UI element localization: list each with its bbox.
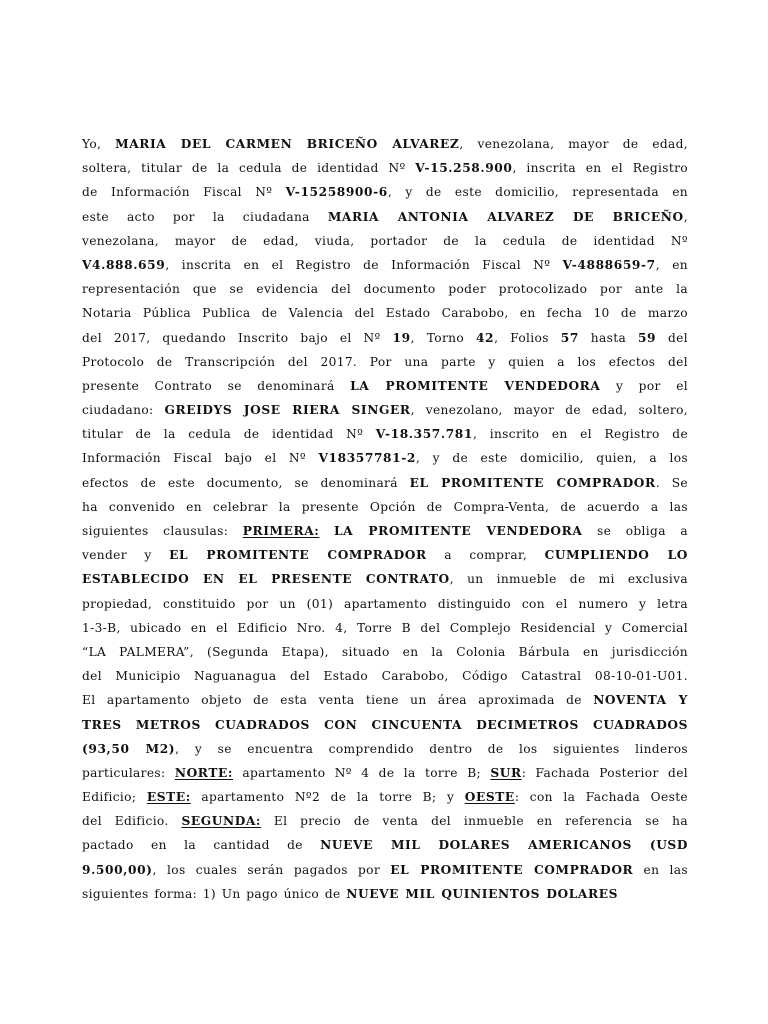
text-line: [82, 422, 688, 446]
text-run: , inscrito en el Registro de: [472, 427, 689, 442]
bold-text: V-15.258.900: [415, 161, 513, 176]
text-run: , en: [655, 257, 688, 272]
bold-text: EL PROMITENTE COMPRADOR: [409, 475, 656, 490]
bold-text: V4.888.659: [82, 257, 166, 272]
text-line: [82, 301, 688, 325]
text-run: El apartamento objeto de esta venta tiene un área aproximada de: [82, 693, 594, 708]
text-run: venezolana, mayor de edad, viuda, portador de la cedula de identidad Nº: [82, 233, 688, 248]
text-line: [82, 882, 688, 906]
text-run: soltera, titular de la cedula de identidad Nº: [82, 161, 416, 176]
bold-text: 9.500,00): [82, 862, 153, 877]
text-run: : Fachada Posterior del: [521, 765, 688, 780]
text-run: propiedad, constituido por un (01) apartamento distinguido con el numero y letra: [82, 596, 688, 611]
text-run: , un inmueble de mi exclusiva: [449, 572, 688, 587]
text-run: siguientes clausulas:: [82, 524, 243, 538]
text-run: de Información Fiscal Nº: [82, 185, 286, 200]
text-run: , los cuales serán pagados por: [152, 862, 391, 877]
text-line: [82, 640, 688, 664]
text-line: [82, 471, 688, 495]
text-line: [82, 446, 688, 470]
text-run: hasta: [578, 330, 638, 345]
text-run: 1-3-B, ubicado en el Edificio Nro. 4, Torre B del Complejo Residencial y Comercial: [82, 620, 688, 635]
bold-text: V-4888659-7: [562, 257, 656, 272]
text-run: del 2017, quedando Inscrito bajo el Nº: [82, 330, 393, 345]
text-run: pactado en la cantidad de: [82, 838, 321, 853]
text-line: [82, 156, 688, 180]
text-run: este acto por la ciudadana: [82, 209, 328, 224]
text-run: , inscrita en el Registro de Información Fiscal Nº: [165, 257, 563, 272]
text-run: del: [656, 330, 688, 345]
clause-heading: SUR: [490, 765, 522, 780]
text-line: [82, 737, 688, 761]
bold-text: GREIDYS JOSE RIERA SINGER: [164, 403, 411, 418]
text-line: [82, 132, 688, 156]
text-run: titular de la cedula de identidad Nº: [82, 427, 376, 442]
text-line: [82, 374, 688, 398]
bold-text: 57: [560, 330, 579, 345]
text-line: [82, 398, 688, 422]
text-run: Información Fiscal bajo el Nº: [82, 451, 319, 466]
bold-text: TRES METROS CUADRADOS CON CINCUENTA DECIMETROS CUADRADOS: [82, 717, 688, 732]
text-run: , Torno: [410, 330, 476, 345]
text-run: y por el: [600, 378, 688, 393]
bold-text: CUMPLIENDO LO: [544, 548, 688, 563]
bold-text: NOVENTA Y: [593, 693, 688, 708]
text-line: [82, 180, 688, 204]
text-run: particulares:: [82, 765, 175, 780]
bold-text: ESTABLECIDO EN EL PRESENTE CONTRATO: [82, 572, 450, 587]
text-run: del Municipio Naguanagua del Estado Carabobo, Código Catastral 08-10-01-U01.: [82, 669, 688, 684]
bold-text: MARIA DEL CARMEN BRICEÑO ALVAREZ: [115, 137, 460, 151]
text-line: [82, 277, 688, 301]
text-line: [82, 543, 688, 567]
text-line: [82, 688, 688, 712]
clause-heading: ESTE:: [146, 790, 191, 805]
clause-heading: PRIMERA:: [242, 524, 320, 538]
bold-text: EL PROMITENTE COMPRADOR: [169, 548, 427, 563]
text-line: [82, 350, 688, 374]
bold-text: LA PROMITENTE VENDEDORA: [350, 378, 601, 393]
text-run: El precio de venta del inmueble en referencia se ha: [261, 814, 688, 829]
text-run: apartamento Nº2 de la torre B; y: [190, 790, 465, 805]
text-line: [82, 785, 688, 809]
text-line: [82, 326, 688, 350]
bold-text: V18357781-2: [318, 451, 416, 466]
text-run: efectos de este documento, se denominará: [82, 475, 410, 490]
text-run: , y de este domicilio, representada en: [387, 185, 688, 200]
bold-text: V-15258900-6: [285, 185, 388, 200]
bold-text: MARIA ANTONIA ALVAREZ DE BRICEÑO: [327, 209, 684, 224]
bold-text: V-18.357.781: [375, 427, 473, 442]
text-run: siguientes forma: 1) Un pago único de: [82, 886, 347, 901]
bold-text: EL PROMITENTE COMPRADOR: [390, 862, 634, 877]
text-line: [82, 664, 688, 688]
text-run: , y de este domicilio, quien, a los: [415, 451, 688, 466]
text-line: [82, 519, 688, 543]
text-run: en las: [633, 862, 688, 877]
text-run: representación que se evidencia del documento poder protocolizado por ante la: [82, 282, 688, 297]
text-run: a comprar,: [426, 548, 545, 563]
bold-text: 19: [392, 330, 411, 345]
bold-text: NUEVE MIL QUINIENTOS DOLARES: [346, 886, 618, 901]
text-line: [82, 567, 688, 591]
text-line: [82, 761, 688, 785]
text-line: [82, 809, 688, 833]
clause-heading: SEGUNDA:: [181, 814, 262, 829]
text-line: [82, 205, 688, 229]
text-run: vender y: [82, 548, 170, 563]
bold-text: (93,50 M2): [82, 741, 176, 756]
clause-heading: NORTE:: [174, 765, 233, 780]
text-run: Notaria Pública Publica de Valencia del Estado Carabobo, en fecha 10 de marzo: [82, 306, 688, 321]
text-run: : con la Fachada Oeste: [514, 790, 688, 805]
text-run: apartamento Nº 4 de la torre B;: [232, 765, 491, 780]
text-run: Protocolo de Transcripción del 2017. Por una parte y quien a los efectos del: [82, 354, 688, 369]
text-run: , venezolano, mayor de edad, soltero,: [410, 403, 688, 418]
text-line: [82, 858, 688, 882]
text-line: [82, 592, 688, 616]
text-run: ha convenido en celebrar la presente Opción de Compra-Venta, de acuerdo a las: [82, 499, 688, 514]
text-run: presente Contrato se denominará: [82, 378, 351, 393]
text-run: “LA PALMERA”, (Segunda Etapa), situado en la Colonia Bárbula en jurisdicción: [82, 644, 688, 659]
text-line: [82, 833, 688, 857]
text-run: , inscrita en el Registro: [512, 161, 688, 176]
text-run: del Edificio.: [82, 814, 182, 829]
text-line: [82, 616, 688, 640]
text-run: ciudadano:: [82, 403, 165, 418]
text-run: se obliga a: [582, 524, 688, 538]
text-run: ,: [683, 209, 688, 224]
text-run: . Se: [655, 475, 688, 490]
text-line: [82, 229, 688, 253]
text-run: , Folios: [494, 330, 561, 345]
contract-body-text: [82, 132, 688, 906]
text-run: [319, 524, 334, 538]
text-run: , venezolana, mayor de edad,: [459, 137, 688, 151]
text-run: , y se encuentra comprendido dentro de los siguientes linderos: [175, 741, 688, 756]
bold-text: 42: [475, 330, 495, 345]
text-line: [82, 713, 688, 737]
bold-text: NUEVE MIL DOLARES AMERICANOS (USD: [320, 838, 689, 853]
text-run: Yo,: [82, 137, 116, 151]
bold-text: 59: [637, 330, 657, 345]
clause-heading: OESTE: [464, 790, 515, 805]
bold-text: LA PROMITENTE VENDEDORA: [333, 524, 583, 538]
text-run: Edificio;: [82, 790, 147, 805]
text-line: [82, 253, 688, 277]
text-line: [82, 495, 688, 519]
